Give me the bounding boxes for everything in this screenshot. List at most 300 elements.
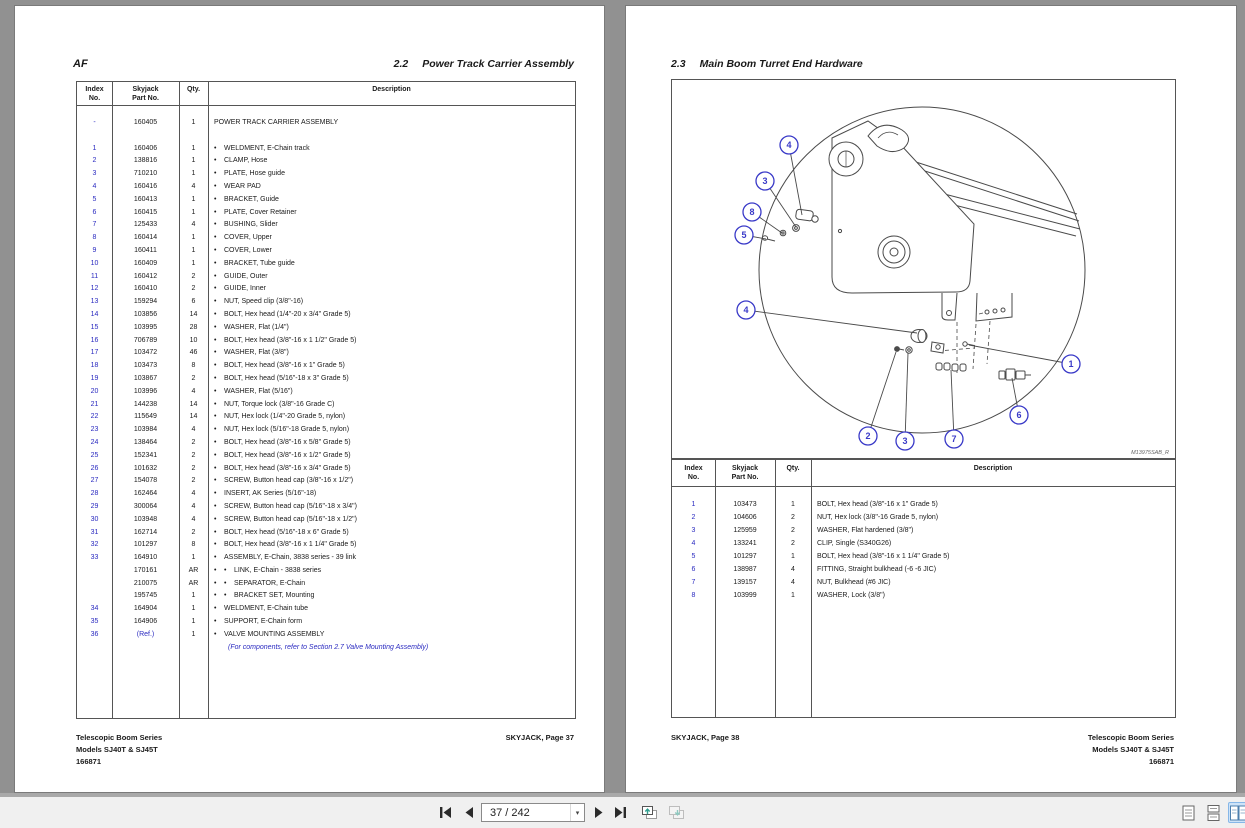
chevron-down-icon[interactable]: ▾ [570,804,584,821]
cell-index: 7 [691,579,696,586]
cell-description: WASHER, Flat hardened (3/8") [817,527,914,534]
table-row [77,194,575,207]
cell-index: 6 [691,566,696,573]
page-38 [625,5,1237,793]
cell-part-number: 160409 [133,259,158,267]
cell-part-number: 706789 [133,336,158,344]
cell-qty: 2 [191,374,196,382]
page-corner-label: AF [73,58,88,70]
footer-page-label: SKYJACK, Page 38 [671,733,740,742]
cell-qty: 2 [191,477,196,485]
callout-balloon [1062,355,1080,373]
cell-description: • BOLT, Hex head (3/8"-16 x 1 1/2" Grade 5) [214,336,357,344]
cell-description: • BOLT, Hex head (1/4"-20 x 3/4" Grade 5) [214,310,351,318]
cell-part-number: 101297 [733,553,757,560]
section-number: 2.3 [671,58,686,70]
table-row [672,511,1175,524]
cell-part-number: 300064 [133,502,158,510]
cell-part-number: 104606 [733,514,757,521]
cell-description: • SCREW, Button head cap (5/16"-18 x 3/4") [214,502,357,510]
cell-description: • BOLT, Hex head (3/8"-16 x 5/8" Grade 5) [214,438,351,446]
cell-description: • • SEPARATOR, E-Chain [214,579,306,587]
cell-index: 26 [90,464,99,472]
footer-series-info: Telescopic Boom Series Models SJ40T & SJ45T 166871 [76,733,163,766]
table-row [77,475,575,488]
svg-text:3: 3 [762,176,768,187]
table-row [77,411,575,424]
cell-qty: 4 [191,426,196,434]
cell-part-number: 170161 [133,566,158,574]
cell-index: 28 [90,490,99,498]
cell-index: 2 [691,514,696,521]
cell-description: • BOLT, Hex head (3/8"-16 x 1" Grade 5) [214,362,345,370]
cell-index: 21 [90,400,99,408]
cell-index: 20 [90,387,99,395]
cell-qty: 4 [191,515,196,523]
previous-page-button[interactable] [459,803,479,822]
cell-part-number: 103856 [133,310,158,318]
page-37 [14,5,605,793]
column-header: Skyjack Part No. [132,86,159,102]
cell-part-number: 160405 [133,119,158,126]
callout-balloon [737,301,755,319]
cell-qty: 1 [191,605,196,613]
cell-part-number: 160406 [133,144,158,152]
cell-part-number: 103999 [733,592,757,599]
page-indicator-value: 37 / 242 [490,806,530,819]
table-row [77,616,575,629]
cell-qty: 1 [191,144,196,152]
table-row [672,524,1175,537]
section-title: Power Track Carrier Assembly [422,58,574,70]
cell-index: 23 [90,426,99,434]
cell-description: • NUT, Torque lock (3/8"-16 Grade C) [214,400,335,408]
table-body [672,482,1175,602]
cell-qty: 4 [191,502,196,510]
cell-description: • BUSHING, Slider [214,221,278,229]
next-page-button[interactable] [589,803,609,822]
table-row [77,219,575,232]
cell-index: 35 [90,618,99,626]
section-title: Main Boom Turret End Hardware [699,58,863,70]
callout-balloon [896,432,914,450]
cell-index: 32 [90,541,99,549]
cell-part-number: 160415 [133,208,158,216]
cell-qty: 4 [191,182,196,190]
table-row [77,488,575,501]
parts-table-power-track [76,81,576,719]
cell-index [77,578,112,591]
table-row [77,232,575,245]
cell-description: • PLATE, Cover Retainer [214,208,297,216]
cell-part-number: 103867 [133,374,158,382]
cell-description: • GUIDE, Outer [214,272,268,280]
cell-description: • GUIDE, Inner [214,285,267,293]
cell-part-number: 162464 [133,490,158,498]
cell-description: • • BRACKET SET, Mounting [214,592,315,600]
cell-index: 6 [92,208,97,216]
cell-index: 4 [691,540,696,547]
svg-text:3: 3 [902,436,908,447]
last-page-button[interactable] [610,803,630,822]
single-page-view-button[interactable] [1178,802,1199,823]
svg-text:4: 4 [743,305,749,316]
cell-qty: 1 [191,630,196,638]
cell-index: 36 [90,630,99,638]
cell-part-number: 152341 [133,451,158,459]
table-row [77,463,575,476]
table-row [672,576,1175,589]
column-header: Skyjack Part No. [731,465,759,481]
svg-text:7: 7 [951,434,957,445]
cell-index: 29 [90,502,99,510]
table-body [77,103,575,654]
callout-balloon [735,226,753,244]
table-row [77,642,575,655]
cell-qty: 1 [791,553,795,560]
column-header: Qty. [186,86,201,93]
cell-qty: 2 [191,464,196,472]
callout-balloon [945,430,963,448]
table-row [77,117,575,130]
table-row [77,424,575,437]
column-header: Qty. [786,465,800,472]
cell-part-number: 103996 [133,387,158,395]
cell-qty: 8 [191,362,196,370]
cell-part-number: 210075 [133,579,158,587]
cell-description: • COVER, Upper [214,234,272,242]
table-row [77,539,575,552]
cell-index: 22 [90,413,99,421]
cell-part-number: 103995 [133,323,158,331]
cell-part-number: 164904 [133,605,158,613]
status-bar [0,797,1245,828]
cell-description: BOLT, Hex head (3/8"-16 x 1" Grade 5) [817,501,938,508]
cell-index: 4 [92,182,97,190]
cell-index: 8 [691,592,696,599]
table-row [77,501,575,514]
cell-part-number: 138464 [133,438,158,446]
cell-description: • BOLT, Hex head (5/16"-18 x 3" Grade 5) [214,374,349,382]
column-header: Index No. [85,86,104,102]
continuous-view-icon [1207,805,1220,821]
callout-balloon [1010,406,1028,424]
continuous-view-button[interactable] [1203,802,1224,823]
cell-index: 8 [92,234,97,242]
cell-qty: 4 [791,579,795,586]
cell-description: • SCREW, Button head cap (5/16"-18 x 1/2") [214,515,357,523]
cell-qty: 2 [791,514,795,521]
cell-index: 2 [92,157,97,165]
cell-qty: 4 [791,566,795,573]
cross-reference-note: (For components, refer to Section 2.7 Valve Mounting Assembly) [228,643,429,651]
table-row [77,283,575,296]
cell-part-number: 710210 [133,170,158,178]
first-page-icon [438,806,453,819]
cell-description: • COVER, Lower [214,246,272,254]
cell-index: 27 [90,477,99,485]
cell-description: • • LINK, E-Chain - 3838 series [214,566,322,574]
cell-qty: 14 [189,400,198,408]
next-view-icon [666,804,686,821]
cell-index: 3 [92,170,97,178]
cell-description: • PLATE, Hose guide [214,170,285,178]
section-number: 2.2 [393,58,409,70]
cell-part-number: 103948 [133,515,158,523]
cell-index: 25 [90,451,99,459]
section-heading-2-3 [671,58,863,70]
figure-code: M13975SAB_R [1131,450,1169,456]
table-row [672,537,1175,550]
cell-part-number: 144238 [133,400,158,408]
cell-description: POWER TRACK CARRIER ASSEMBLY [214,119,339,126]
table-row [672,498,1175,511]
cell-qty: 2 [191,272,196,280]
cell-part-number: 162714 [133,528,158,536]
cell-index: 9 [92,246,97,254]
cell-description: • WASHER, Flat (3/8") [214,349,289,357]
callout-balloon [780,136,798,154]
cell-qty: 2 [791,527,795,534]
cell-part-number: 160410 [133,285,158,293]
footer-page-label: SKYJACK, Page 37 [505,733,574,742]
cell-index: 24 [90,438,99,446]
table-row [77,181,575,194]
next-view-button[interactable] [664,803,688,822]
previous-view-button[interactable] [637,803,661,822]
cell-part-number: 138987 [733,566,757,573]
cell-qty: 1 [191,234,196,242]
turret-diagram [672,80,1175,458]
table-row [672,563,1175,576]
cell-part-number: 159294 [133,298,158,306]
cell-qty: 1 [191,208,196,216]
cell-description: BOLT, Hex head (3/8"-16 x 1 1/4" Grade 5) [817,553,950,560]
cell-description: CLIP, Single (S340G26) [817,540,892,547]
cell-qty: 1 [191,554,196,562]
cell-description: • BOLT, Hex head (3/8"-16 x 1/2" Grade 5) [214,451,351,459]
cell-part-number: 164910 [133,554,158,562]
cell-description: • WASHER, Flat (1/4") [214,323,289,331]
cell-index: 34 [90,605,99,613]
table-row [77,360,575,373]
column-header: Description [973,465,1013,472]
cell-index: 16 [90,336,99,344]
cell-description: • BOLT, Hex head (3/8"-16 x 1 1/4" Grade 5) [214,541,357,549]
column-header: Description [372,86,411,93]
cell-qty: 1 [791,592,795,599]
cell-qty: 1 [191,259,196,267]
previous-view-icon [639,804,659,821]
first-page-button[interactable] [435,803,455,822]
page-number-combobox[interactable] [481,803,585,822]
cell-qty: 4 [191,221,196,229]
cell-index: 12 [90,285,99,293]
cell-qty: 2 [191,451,196,459]
cell-index: 13 [90,298,99,306]
table-row [77,347,575,360]
facing-pages-view-button[interactable] [1228,802,1245,823]
cell-qty: 1 [191,246,196,254]
cell-qty: 6 [191,298,196,306]
cell-index: 10 [90,259,99,267]
table-row [77,514,575,527]
cell-qty: 1 [191,119,196,126]
svg-text:5: 5 [741,230,747,241]
cell-description: • WELDMENT, E-Chain tube [214,605,309,613]
cell-description: NUT, Bulkhead (#6 JIC) [817,579,891,586]
cell-part-number: 103473 [733,501,757,508]
table-row [77,207,575,220]
table-row [77,168,575,181]
cell-description: • NUT, Hex lock (5/16"-18 Grade 5, nylon) [214,426,350,434]
table-row [672,589,1175,602]
cell-qty: 1 [191,170,196,178]
cell-index [77,590,112,603]
table-row [77,565,575,578]
table-row [77,399,575,412]
cell-part-number: 195745 [133,592,158,600]
table-row [77,590,575,603]
table-row [77,335,575,348]
cell-part-number: 139157 [733,579,757,586]
footer-series-info: Telescopic Boom Series Models SJ40T & SJ45T 166871 [1087,733,1174,766]
cell-qty: 2 [191,285,196,293]
parts-table-turret-hardware [671,459,1176,718]
exploded-view-figure [671,79,1176,459]
callout-balloon [743,203,761,221]
svg-text:2: 2 [865,431,871,442]
cell-part-number: 125959 [733,527,757,534]
table-row [77,373,575,386]
svg-text:4: 4 [786,140,792,151]
cell-part-number: 160413 [133,195,158,203]
cell-index: 18 [90,362,99,370]
cell-description: • BRACKET, Tube guide [214,259,295,267]
cell-part-number: 103984 [133,426,158,434]
clip-part [795,209,813,221]
table-row [77,552,575,565]
table-row [77,309,575,322]
cell-index: 30 [90,515,99,523]
cell-part-number: 103473 [133,362,158,370]
cell-qty: 2 [791,540,795,547]
cell-qty: 2 [191,528,196,536]
table-row [77,386,575,399]
cell-index: 31 [90,528,99,536]
cell-description: • NUT, Speed clip (3/8"-16) [214,298,304,306]
cell-description: • BOLT, Hex head (5/16"-18 x 6" Grade 5) [214,528,349,536]
cell-part-number: 160414 [133,234,158,242]
cell-part-number: 160411 [134,246,157,254]
cell-description: • NUT, Hex lock (1/4"-20 Grade 5, nylon) [214,413,346,421]
table-row [77,143,575,156]
cell-index [77,565,112,578]
cell-index: 3 [691,527,696,534]
cell-description: • VALVE MOUNTING ASSEMBLY [214,630,325,638]
cell-qty: 1 [191,157,196,165]
cell-qty: 14 [189,413,198,421]
cell-qty: 2 [191,438,196,446]
cell-index: 15 [90,323,99,331]
table-row [77,527,575,540]
table-header [672,460,1175,482]
facing-pages-icon [1230,805,1245,821]
cell-part-number: 160412 [133,272,158,280]
cell-description: • WASHER, Flat (5/16") [214,387,293,395]
single-page-icon [1182,805,1195,821]
svg-text:6: 6 [1016,410,1022,421]
cell-description: FITTING, Straight bulkhead (-6 -6 JIC) [817,566,937,573]
cell-qty: AR [188,579,199,587]
cell-qty: 46 [189,349,198,357]
cell-index: 1 [92,144,97,152]
cell-qty: 8 [191,541,196,549]
previous-page-icon [463,806,475,819]
cell-part-number: 138816 [133,157,158,165]
cell-part-number: 160416 [133,182,158,190]
table-row [77,322,575,335]
cell-index: 14 [90,310,99,318]
cell-index: 1 [691,501,696,508]
cell-qty: 4 [191,490,196,498]
cell-index: 19 [90,374,99,382]
table-row [672,550,1175,563]
cell-index: 11 [90,272,99,280]
cell-part-number: 154078 [133,477,158,485]
cell-description: • ASSEMBLY, E-Chain, 3838 series - 39 link [214,554,357,562]
cell-qty: AR [188,566,199,574]
cell-index: 33 [90,554,99,562]
cell-qty: 4 [191,387,196,395]
cell-index: - [93,119,96,126]
table-row [77,258,575,271]
cell-part-number: 103472 [133,349,158,357]
cell-description: • BRACKET, Guide [214,195,279,203]
cell-qty: 10 [189,336,198,344]
table-row [77,130,575,143]
table-row [77,271,575,284]
cell-description: • CLAMP, Hose [214,157,268,165]
cell-description: • INSERT, AK Series (5/16"-18) [214,490,317,498]
cell-part-number: 164906 [133,618,158,626]
table-row [77,578,575,591]
svg-text:8: 8 [749,207,755,218]
cell-part-number: 115649 [134,413,157,421]
cell-index: 17 [90,349,99,357]
table-row [77,603,575,616]
cell-index: 5 [691,553,696,560]
table-row [77,245,575,258]
cell-part-number: 101632 [133,464,158,472]
table-row [77,296,575,309]
cell-description: WASHER, Lock (3/8") [817,592,885,599]
cell-part-number: 133241 [733,540,757,547]
cell-qty: 1 [191,195,196,203]
cell-description: • WEAR PAD [214,182,261,190]
svg-text:1: 1 [1068,359,1074,370]
callout-balloon [859,427,877,445]
cell-description: NUT, Hex lock (3/8"-16 Grade 5, nylon) [817,514,939,521]
next-page-icon [593,806,605,819]
last-page-icon [613,806,628,819]
column-header: Index No. [684,465,703,481]
cell-part-number: 125433 [133,221,158,229]
cell-description: • WELDMENT, E-Chain track [214,144,310,152]
cell-part-number: (Ref.) [136,630,155,638]
cell-index: 7 [92,221,97,229]
table-row [77,437,575,450]
